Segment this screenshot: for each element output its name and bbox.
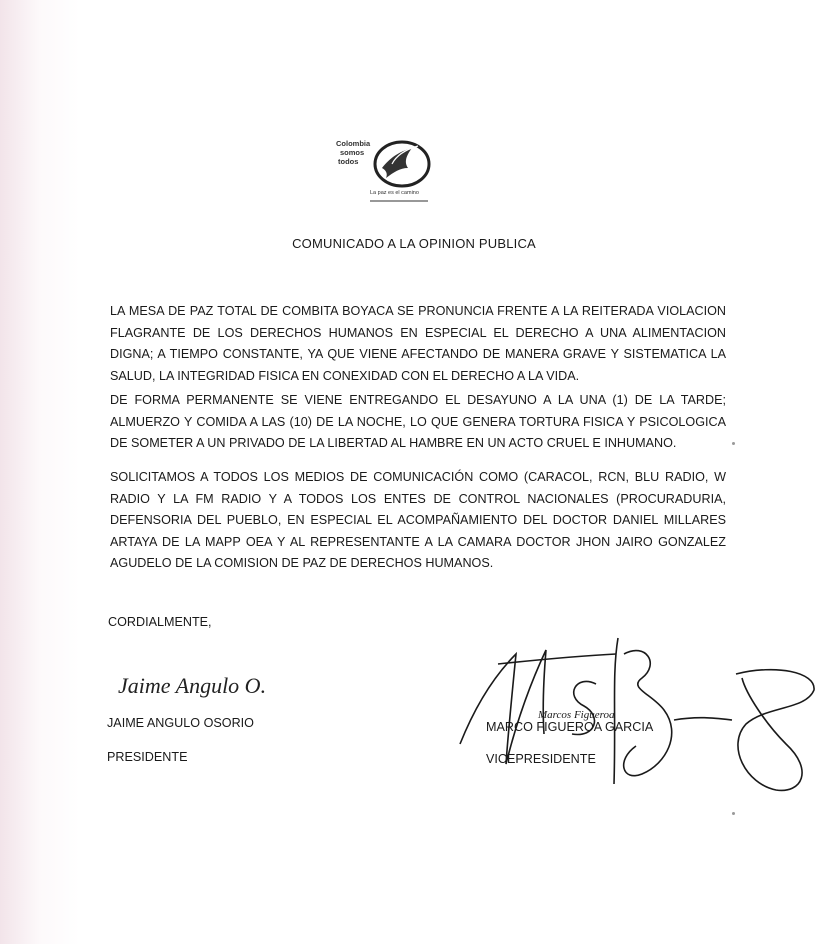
page-title: COMUNICADO A LA OPINION PUBLICA [292, 236, 536, 251]
closing-salutation: CORDIALMENTE, [108, 615, 212, 629]
logo-text-line-3: todos [338, 157, 359, 166]
signature-right-text: Marcos Figueroa [538, 709, 615, 721]
signatory-role-right: VICEPRESIDENTE [486, 752, 596, 766]
signature-right [446, 634, 822, 798]
signatory-name-left: JAIME ANGULO OSORIO [107, 716, 254, 730]
logo-text-line-2: somos [340, 148, 365, 157]
signatory-role-left: PRESIDENTE [107, 750, 188, 764]
paragraph-2: DE FORMA PERMANENTE SE VIENE ENTREGANDO EL DESAYUNO A LA UNA (1) DE LA TARDE; ALMUERZO Y COMIDA A LAS (10) DE LA NOCHE, LO QUE GENERA TORTURA FISICA Y PSICOLOGICA DE SOMETER A UN PRIVADO DE LA LIBERTAD AL HAMBRE EN UN ACTO CRUEL E INHUMANO. [110, 393, 726, 450]
scan-speck [732, 812, 735, 815]
page-edge-tint [0, 0, 80, 944]
scan-speck [732, 442, 735, 445]
logo-motto: La paz es el camino [370, 190, 419, 196]
signatory-name-right: MARCO FIGUEROA GARCIA [486, 720, 654, 734]
signature-left [118, 663, 278, 703]
paragraph-1: LA MESA DE PAZ TOTAL DE COMBITA BOYACA SE PRONUNCIA FRENTE A LA REITERADA VIOLACION FLAGRANTE DE LOS DERECHOS HUMANOS EN ESPECIAL EL DERECHO A UNA ALIMENTACION DIGNA; A TIEMPO CONSTANTE, YA QUE VIENE AFECTANDO DE MANERA GRAVE Y SISTEMATICA LA SALUD, LA INTEGRIDAD FISICA EN CONEXIDAD CON EL DERECHO A LA VIDA. [110, 304, 726, 383]
logo-text-line-1: Colombia [336, 139, 371, 148]
paragraph-3: SOLICITAMOS A TODOS LOS MEDIOS DE COMUNICACIÓN COMO (CARACOL, RCN, BLU RADIO, W RADIO Y LA FM RADIO Y A TODOS LOS ENTES DE CONTROL NACIONALES (PROCURADURIA, DEFENSORIA DEL PUEBLO, EN ESPECIAL EL ACOMPAÑAMIENTO DEL DOCTOR DANIEL MILLARES ARTAYA DE LA MAPP OEA Y AL REPRESENTANTE A LA CAMARA DOCTOR JHON JAIRO GONZALEZ AGUDELO DE LA COMISION DE PAZ DE DERECHOS HUMANOS. [110, 470, 726, 570]
signature-left-text: Jaime Angulo O. [118, 673, 267, 698]
dove-logo-icon [334, 134, 438, 208]
